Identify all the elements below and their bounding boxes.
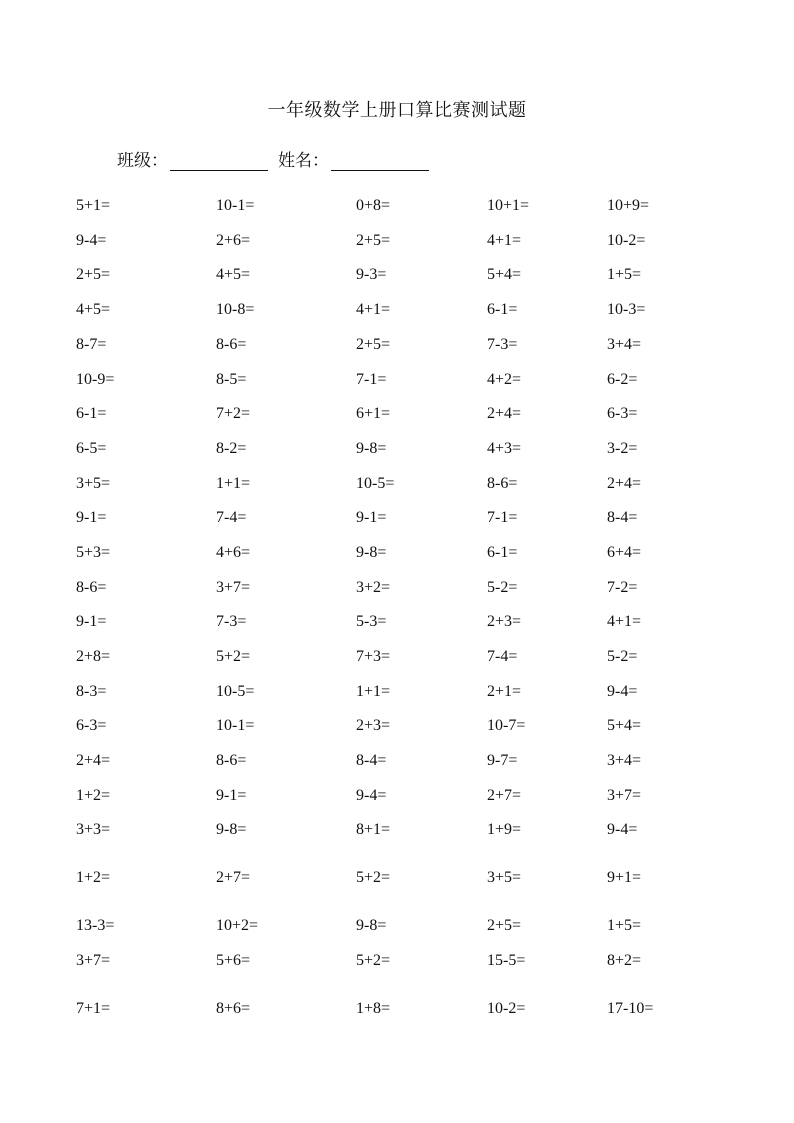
problem-item: 1+1= [356,683,391,700]
problem-item: 4+1= [487,232,522,249]
problem-item: 2+7= [487,787,522,804]
problem-item: 8+6= [216,1000,251,1017]
problem-item: 5+1= [76,197,111,214]
problem-item: 8+1= [356,821,391,838]
problem-item: 5+4= [607,717,642,734]
problem-item: 2+1= [487,683,522,700]
problem-item: 8-6= [216,336,247,353]
problem-item: 10-5= [356,475,395,492]
problem-item: 3+2= [356,579,391,596]
problem-item: 6-1= [76,405,107,422]
problem-item: 1+1= [216,475,251,492]
problem-item: 3+4= [607,336,642,353]
class-blank[interactable] [170,152,268,171]
problem-item: 2+7= [216,869,251,886]
problem-item: 2+3= [356,717,391,734]
student-info [117,146,439,171]
problem-item: 9-8= [356,917,387,934]
problem-item: 1+9= [487,821,522,838]
problem-item: 2+6= [216,232,251,249]
problem-item: 8-6= [76,579,107,596]
problem-item: 4+5= [216,266,251,283]
problem-item: 5+2= [356,869,391,886]
problem-item: 3+7= [607,787,642,804]
problem-item: 9+1= [607,869,642,886]
problem-item: 10-5= [216,683,255,700]
problem-item: 10-2= [487,1000,526,1017]
problem-item: 4+3= [487,440,522,457]
problem-item: 7-2= [607,579,638,596]
problem-item: 4+2= [487,371,522,388]
problem-item: 1+8= [356,1000,391,1017]
problem-item: 2+5= [356,232,391,249]
problem-item: 4+1= [607,613,642,630]
problem-item: 7+1= [76,1000,111,1017]
problem-item: 7+2= [216,405,251,422]
problem-item: 7-3= [216,613,247,630]
problem-item: 3+5= [76,475,111,492]
problem-item: 9-1= [356,509,387,526]
problem-item: 6-3= [607,405,638,422]
problem-item: 1+2= [76,787,111,804]
problem-item: 6-2= [607,371,638,388]
problem-item: 6-1= [487,301,518,318]
problem-item: 5-2= [487,579,518,596]
problem-item: 10-7= [487,717,526,734]
problem-item: 8-2= [216,440,247,457]
problem-item: 2+4= [487,405,522,422]
problem-item: 15-5= [487,952,526,969]
problem-item: 8-4= [607,509,638,526]
problem-item: 3+3= [76,821,111,838]
problem-item: 10-1= [216,717,255,734]
problem-item: 1+2= [76,869,111,886]
problem-item: 2+5= [356,336,391,353]
problem-item: 2+4= [607,475,642,492]
problem-item: 2+5= [487,917,522,934]
problem-item: 10-3= [607,301,646,318]
problem-item: 6-3= [76,717,107,734]
problem-item: 8+2= [607,952,642,969]
name-blank[interactable] [331,152,429,171]
problem-item: 7+3= [356,648,391,665]
problem-item: 5+6= [216,952,251,969]
problem-item: 0+8= [356,197,391,214]
problem-item: 3+7= [216,579,251,596]
page-title: 一年级数学上册口算比赛测试题 [267,100,527,121]
problem-item: 4+1= [356,301,391,318]
problem-item: 6+4= [607,544,642,561]
problem-item: 3-2= [607,440,638,457]
problem-item: 1+5= [607,266,642,283]
problem-item: 9-1= [216,787,247,804]
problem-item: 7-1= [487,509,518,526]
problem-item: 9-4= [76,232,107,249]
problem-item: 9-8= [216,821,247,838]
problem-item: 7-4= [487,648,518,665]
problem-item: 5+2= [216,648,251,665]
problem-item: 9-8= [356,544,387,561]
problem-item: 8-7= [76,336,107,353]
problem-item: 9-3= [356,266,387,283]
problem-item: 9-4= [356,787,387,804]
problem-item: 10-1= [216,197,255,214]
problem-item: 2+5= [76,266,111,283]
problem-item: 10+1= [487,197,530,214]
problem-item: 5+4= [487,266,522,283]
problem-item: 3+7= [76,952,111,969]
problem-item: 6-5= [76,440,107,457]
problem-item: 10-8= [216,301,255,318]
problem-item: 3+5= [487,869,522,886]
problem-item: 9-4= [607,683,638,700]
problem-item: 5+3= [76,544,111,561]
problem-item: 4+5= [76,301,111,318]
problem-item: 5-3= [356,613,387,630]
problem-item: 8-6= [487,475,518,492]
problem-item: 13-3= [76,917,115,934]
problem-item: 7-4= [216,509,247,526]
problem-item: 10-9= [76,371,115,388]
problem-item: 2+4= [76,752,111,769]
problem-item: 17-10= [607,1000,654,1017]
problem-item: 10-2= [607,232,646,249]
problem-item: 9-8= [356,440,387,457]
problem-item: 8-4= [356,752,387,769]
problem-item: 5+2= [356,952,391,969]
name-label: 姓名： [278,151,329,171]
problem-item: 10+9= [607,197,650,214]
problem-item: 5-2= [607,648,638,665]
class-label: 班级： [117,151,168,171]
problem-item: 7-3= [487,336,518,353]
problem-item: 3+4= [607,752,642,769]
problem-item: 10+2= [216,917,259,934]
problem-item: 8-6= [216,752,247,769]
problem-item: 2+3= [487,613,522,630]
problem-item: 2+8= [76,648,111,665]
problem-item: 8-3= [76,683,107,700]
problem-item: 6+1= [356,405,391,422]
problem-item: 9-1= [76,613,107,630]
problem-item: 1+5= [607,917,642,934]
problem-item: 8-5= [216,371,247,388]
problem-item: 9-1= [76,509,107,526]
problem-item: 9-4= [607,821,638,838]
problem-item: 9-7= [487,752,518,769]
problem-item: 4+6= [216,544,251,561]
problem-item: 7-1= [356,371,387,388]
problem-item: 6-1= [487,544,518,561]
